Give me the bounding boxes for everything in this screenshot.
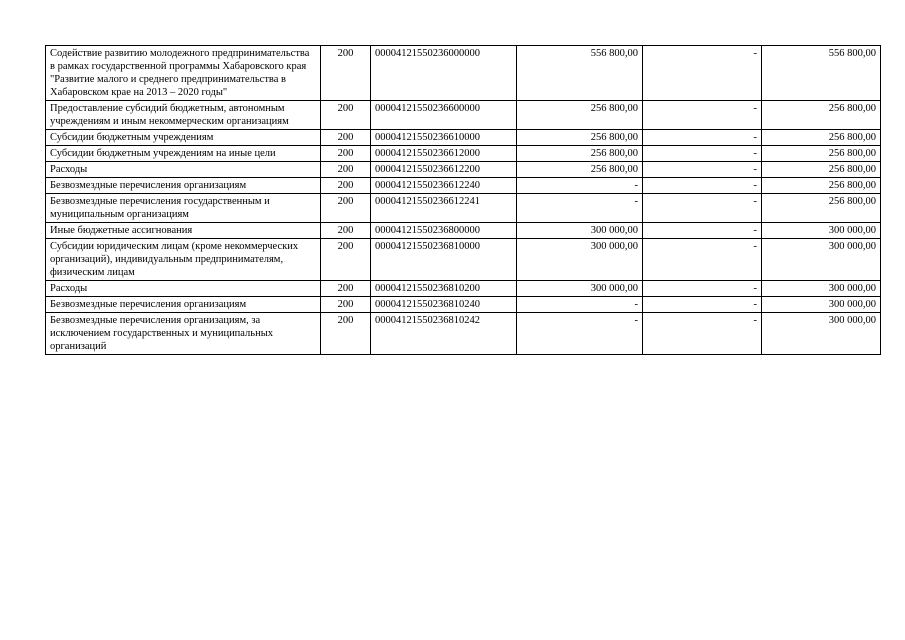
row-kbk-cell: 00004121550236612000 [371,146,517,162]
table-row [46,194,881,223]
row-executed-cell: - [643,146,762,162]
row-name-cell: Безвозмездные перечисления организациям, за исключением государственных и муниципальных организаций [46,313,321,355]
row-kbk-cell: 00004121550236810000 [371,239,517,281]
row-plan-cell: 256 800,00 [517,162,643,178]
row-plan-cell: 256 800,00 [517,130,643,146]
table-row [46,313,881,355]
row-code-cell: 200 [321,223,371,239]
row-code-cell: 200 [321,178,371,194]
table-row [46,130,881,146]
row-plan-cell: 300 000,00 [517,239,643,281]
row-code-cell: 200 [321,313,371,355]
row-code-cell: 200 [321,46,371,101]
row-code-cell: 200 [321,162,371,178]
row-remainder-cell: 300 000,00 [762,281,881,297]
row-name-cell: Содействие развитию молодежного предпринимательства в рамках государственной программы Хабаровского края "Развитие малого и среднего предпринимательства в Хабаровском крае на 2013 – 2020 годы" [46,46,321,101]
table-row [46,223,881,239]
row-remainder-cell: 256 800,00 [762,130,881,146]
row-executed-cell: - [643,239,762,281]
row-remainder-cell: 556 800,00 [762,46,881,101]
row-code-cell: 200 [321,130,371,146]
row-kbk-cell: 00004121550236612200 [371,162,517,178]
row-plan-cell: - [517,297,643,313]
row-plan-cell: - [517,178,643,194]
table-row [46,297,881,313]
row-remainder-cell: 300 000,00 [762,239,881,281]
row-remainder-cell: 300 000,00 [762,223,881,239]
budget-table-body [46,46,881,355]
row-name-cell: Безвозмездные перечисления организациям [46,178,321,194]
row-executed-cell: - [643,313,762,355]
row-remainder-cell: 300 000,00 [762,313,881,355]
row-remainder-cell: 256 800,00 [762,178,881,194]
row-plan-cell: - [517,313,643,355]
row-name-cell: Расходы [46,281,321,297]
row-code-cell: 200 [321,239,371,281]
row-plan-cell: 300 000,00 [517,223,643,239]
table-row [46,46,881,101]
row-executed-cell: - [643,194,762,223]
row-name-cell: Субсидии юридическим лицам (кроме некоммерческих организаций), индивидуальным предпринимателям, физическим лицам [46,239,321,281]
row-remainder-cell: 300 000,00 [762,297,881,313]
row-kbk-cell: 00004121550236000000 [371,46,517,101]
row-name-cell: Субсидии бюджетным учреждениям [46,130,321,146]
table-row [46,146,881,162]
row-code-cell: 200 [321,146,371,162]
table-row [46,281,881,297]
row-plan-cell: - [517,194,643,223]
table-row [46,162,881,178]
row-kbk-cell: 00004121550236612240 [371,178,517,194]
row-code-cell: 200 [321,281,371,297]
row-name-cell: Субсидии бюджетным учреждениям на иные цели [46,146,321,162]
row-name-cell: Иные бюджетные ассигнования [46,223,321,239]
row-executed-cell: - [643,223,762,239]
row-executed-cell: - [643,130,762,146]
table-row [46,101,881,130]
row-plan-cell: 300 000,00 [517,281,643,297]
row-remainder-cell: 256 800,00 [762,162,881,178]
row-kbk-cell: 00004121550236810242 [371,313,517,355]
row-kbk-cell: 00004121550236810200 [371,281,517,297]
row-code-cell: 200 [321,297,371,313]
row-name-cell: Предоставление субсидий бюджетным, автономным учреждениям и иным некоммерческим организациям [46,101,321,130]
row-kbk-cell: 00004121550236600000 [371,101,517,130]
row-name-cell: Безвозмездные перечисления государственным и муниципальным организациям [46,194,321,223]
row-name-cell: Безвозмездные перечисления организациям [46,297,321,313]
row-plan-cell: 256 800,00 [517,101,643,130]
row-executed-cell: - [643,101,762,130]
row-executed-cell: - [643,162,762,178]
row-code-cell: 200 [321,194,371,223]
table-row [46,239,881,281]
row-code-cell: 200 [321,101,371,130]
row-remainder-cell: 256 800,00 [762,146,881,162]
row-plan-cell: 556 800,00 [517,46,643,101]
row-executed-cell: - [643,281,762,297]
row-remainder-cell: 256 800,00 [762,194,881,223]
row-executed-cell: - [643,178,762,194]
budget-table [45,45,881,355]
row-remainder-cell: 256 800,00 [762,101,881,130]
row-name-cell: Расходы [46,162,321,178]
row-plan-cell: 256 800,00 [517,146,643,162]
row-kbk-cell: 00004121550236810240 [371,297,517,313]
table-row [46,178,881,194]
row-executed-cell: - [643,46,762,101]
row-kbk-cell: 00004121550236612241 [371,194,517,223]
row-executed-cell: - [643,297,762,313]
row-kbk-cell: 00004121550236800000 [371,223,517,239]
row-kbk-cell: 00004121550236610000 [371,130,517,146]
